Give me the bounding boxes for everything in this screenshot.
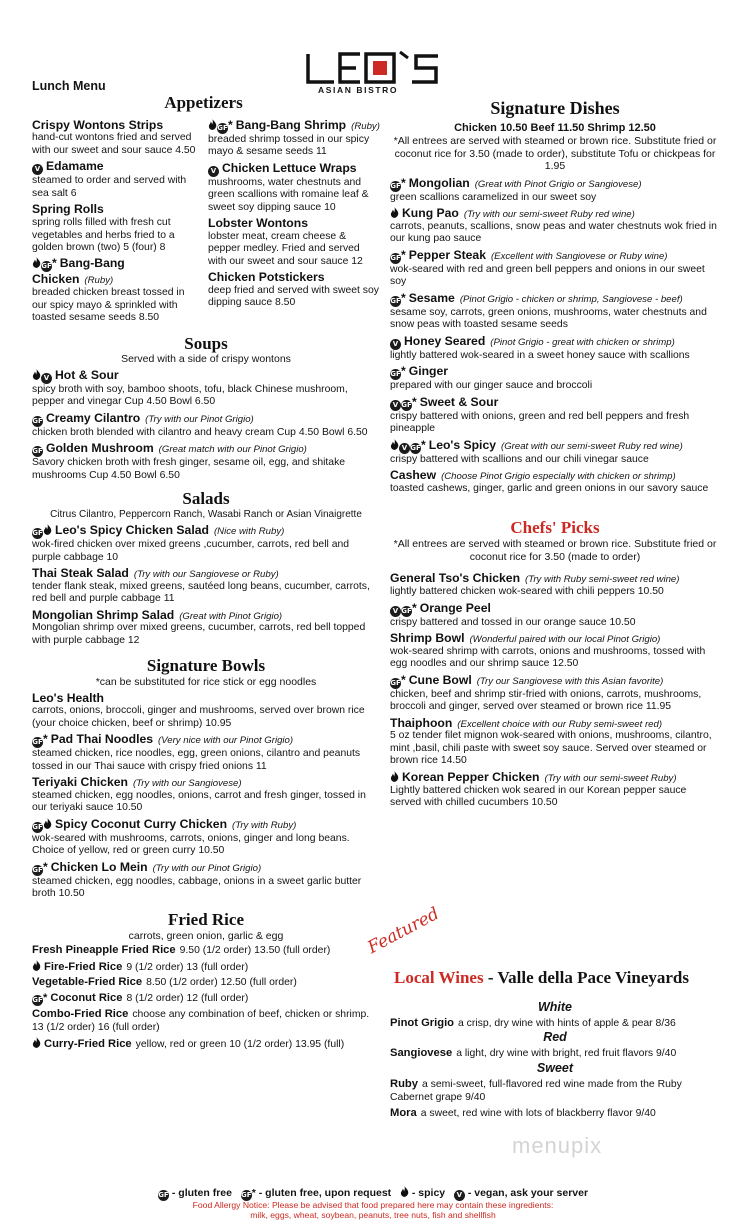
gluten-free-icon: GF — [390, 253, 401, 262]
featured-stamp: Featured — [364, 903, 443, 959]
item-description: spicy broth with soy, bamboo shoots, tofu, black Chinese mushroom, pepper and vinegar Cup 4.50 Bowl 6.50 — [32, 383, 348, 408]
appetizers-right — [208, 116, 380, 325]
menu-item — [32, 441, 380, 482]
item-name: Pad Thai Noodles — [50, 732, 154, 747]
item-description: wok-seared with mushrooms, carrots, onions, ginger and long beans. Choice of yellow, red or green curry 10.50 — [32, 832, 350, 857]
wine-pairing: (Pinot Grigio - chicken or shrimp, Sangiovese - beef) — [459, 293, 683, 305]
request-star: * — [421, 437, 426, 452]
item-name: Sangiovese — [390, 1047, 453, 1060]
menu-item — [208, 118, 380, 159]
request-star: * — [43, 991, 48, 1004]
bowls-note: *can be substituted for rice stick or egg noodles — [95, 676, 317, 689]
item-name: Kung Pao — [402, 206, 459, 221]
spicy-icon — [208, 119, 217, 130]
wines-title-red: Local Wines — [394, 968, 484, 987]
item-name: Chicken Lo Mein — [50, 859, 148, 874]
soups-title: Soups — [184, 333, 228, 353]
gluten-free-icon: GF — [410, 443, 421, 452]
wine-pairing: (Great with Pinot Grigio) — [179, 610, 283, 622]
menu-item — [208, 216, 380, 268]
item-description: deep fried and served with sweet soy dipping sauce 8.50 — [208, 284, 379, 309]
bowls-title: Signature Bowls — [146, 656, 266, 676]
appetizers-title: Appetizers — [164, 93, 243, 112]
wine-pairing: (Try with Ruby semi-sweet red wine) — [525, 574, 680, 586]
fried-rice-note: carrots, green onion, garlic & egg — [128, 929, 284, 942]
gluten-free-icon: GF — [158, 1191, 169, 1199]
menu-item — [32, 1037, 380, 1051]
item-description: carrots, onions, broccoli, ginger and mushrooms, served over brown rice (your choice chicken, beef or shrimp) 10.95 — [32, 705, 365, 729]
item-description: breaded chicken breast tossed in our spicy mayo & sprinkled with toasted sesame seeds 8.50 — [32, 287, 185, 324]
menu-item — [390, 1107, 720, 1120]
wine-white-heading: White — [537, 1000, 573, 1014]
item-name: Bang-Bang Chicken — [32, 256, 125, 287]
wine-pairing: (Ruby) — [351, 120, 380, 132]
spicy-icon — [400, 1186, 409, 1197]
gluten-free-request-icon: GF — [240, 1191, 252, 1199]
menu-item — [390, 770, 720, 810]
menu-item — [32, 960, 380, 974]
gluten-free-icon: GF — [32, 738, 43, 747]
request-star: * — [412, 394, 417, 409]
menu-item — [390, 395, 720, 436]
gluten-free-icon: GF — [32, 529, 43, 538]
item-name: Sweet & Sour — [419, 394, 499, 409]
item-description: sesame soy, carrots, green onions, mushrooms, water chestnuts and snow peas with toasted sesame seeds — [390, 306, 707, 331]
wines-title — [394, 968, 689, 988]
item-name: Honey Seared — [404, 333, 486, 348]
wine-sweet-heading: Sweet — [536, 1060, 574, 1075]
item-name: Vegetable-Fried Rice — [32, 976, 143, 989]
item-name: Korean Pepper Chicken — [402, 769, 540, 784]
wine-pairing: (Try with our Pinot Grigio) — [152, 862, 262, 874]
signature-title: Signature Dishes — [490, 98, 620, 118]
item-name: Coconut Rice — [50, 991, 123, 1004]
item-name: Sesame — [408, 290, 455, 305]
item-description: 8 (1/2 order) 12 (full order) — [126, 992, 249, 1004]
item-description: a sweet, red wine with lots of blackberry flavor 9/40 — [420, 1107, 656, 1119]
wine-pairing: (Ruby) — [84, 275, 114, 287]
menu-item — [32, 775, 380, 815]
item-description: chicken, beef and shrimp stir-fried with onions, carrots, mushrooms, broccoli and ginger, served over steamed or brown rice 11.95 — [390, 688, 702, 713]
soups-note: Served with a side of crispy wontons — [121, 353, 291, 366]
item-name: General Tso's Chicken — [390, 571, 521, 586]
item-name: Cune Bowl — [408, 672, 472, 687]
red-wines — [390, 1047, 720, 1060]
wines-section — [390, 1000, 720, 1120]
item-name: Lobster Wontons — [208, 216, 308, 231]
item-name: Pepper Steak — [408, 247, 486, 262]
item-description: wok-seared with red and green bell peppers and onions in our sweet soy — [390, 263, 705, 288]
item-name: Chicken Potstickers — [208, 270, 325, 285]
wine-pairing: (Great with Pinot Grigio or Sangiovese) — [474, 178, 642, 190]
wine-pairing: (Choose Pinot Grigio especially with chicken or shrimp) — [441, 471, 676, 483]
item-description: wok-seared shrimp with carrots, onions and mushrooms, tossed with egg noodles and our shrimp sauce 12.50 — [390, 645, 706, 670]
item-description: hand-cut wontons fried and served with our sweet and sour sauce 4.50 — [32, 132, 196, 156]
item-name: Thai Steak Salad — [32, 566, 129, 580]
item-name: Curry-Fried Rice — [44, 1037, 132, 1050]
item-description: 9.50 (1/2 order) 13.50 (full order) — [179, 945, 331, 957]
wine-pairing: (Try with our Pinot Grigio) — [145, 413, 254, 425]
spicy-icon — [390, 771, 399, 782]
item-description: lightly battered wok-seared in a sweet honey sauce with scallions — [390, 349, 690, 361]
item-name: Edamame — [46, 159, 104, 174]
legend — [0, 1186, 746, 1201]
menu-item — [32, 118, 200, 158]
restaurant-logo — [300, 48, 450, 98]
gluten-free-icon: GF — [390, 181, 401, 190]
item-name: Leo's Health — [32, 690, 104, 705]
item-description: carrots, peanuts, scallions, snow peas and water chestnuts wok fried in our kung pao sauce — [390, 220, 717, 245]
item-name: Crispy Wontons Strips — [32, 117, 164, 132]
wine-pairing: (Try with our Sangiovese or Ruby) — [133, 569, 279, 580]
vegan-icon: V — [390, 400, 401, 411]
spicy-icon — [43, 524, 52, 535]
item-name: Spicy Coconut Curry Chicken — [55, 816, 228, 831]
item-description: lightly battered chicken wok-seared with chili peppers 10.50 — [390, 586, 664, 598]
menu-item — [208, 270, 380, 310]
vegan-icon: V — [390, 606, 401, 617]
fried-rice-list — [32, 944, 380, 1051]
menu-item — [390, 1047, 720, 1060]
item-description: a semi-sweet, full-flavored red wine made from the Ruby Cabernet grape 9/40 — [390, 1078, 682, 1104]
wine-pairing: (Excellent with Sangiovese or Ruby wine) — [490, 250, 668, 262]
menu-item — [390, 291, 720, 332]
item-description: a light, dry wine with bright, red fruit flavors 9/40 — [456, 1048, 677, 1060]
request-star: * — [401, 247, 406, 262]
item-description: a crisp, dry wine with hints of apple & pear 8/36 — [458, 1018, 676, 1029]
gluten-free-icon: GF — [390, 370, 401, 379]
spicy-icon — [43, 818, 52, 829]
allergy-notice — [0, 1201, 746, 1221]
item-name: Pinot Grigio — [390, 1017, 455, 1029]
gluten-free-icon: GF — [390, 296, 401, 305]
chefs-list — [390, 571, 720, 809]
wine-pairing: (Try with our Sangiovese) — [132, 778, 242, 790]
item-name: Mongolian Shrimp Salad — [32, 607, 175, 622]
menu-item — [32, 944, 380, 957]
menu-item — [390, 468, 720, 495]
spicy-icon — [32, 257, 41, 268]
item-description: 9 (1/2 order) 13 (full order) — [126, 961, 249, 973]
item-description: mushrooms, water chestnuts and green scallions with romaine leaf & sweet soy dipping sauce 10 — [208, 176, 369, 213]
item-name: Ginger — [408, 364, 449, 379]
item-description: Savory chicken broth with fresh ginger, sesame oil, egg, and shitake mushrooms Cup 4.50 Bowl 6.50 — [32, 457, 346, 481]
wine-pairing: (Very nice with our Pinot Grigio) — [158, 735, 294, 747]
legend-vegan: - vegan, ask your server — [467, 1187, 589, 1199]
wine-pairing: (Great with our semi-sweet Ruby red wine) — [501, 440, 683, 452]
item-name: Fire-Fried Rice — [44, 960, 123, 973]
salads-note: Citrus Cilantro, Peppercorn Ranch, Wasabi Ranch or Asian Vinaigrette — [50, 509, 362, 521]
menu-item — [32, 732, 380, 773]
item-name: Teriyaki Chicken — [32, 775, 128, 790]
vegan-icon: V — [41, 373, 52, 384]
item-description: crispy battered with scallions and our chili vinegar sauce — [390, 453, 649, 465]
gluten-free-icon: GF — [32, 447, 43, 456]
request-star: * — [401, 290, 406, 305]
menu-item — [390, 334, 720, 362]
request-star: * — [401, 175, 406, 190]
wine-pairing: (Wonderful paired with our local Pinot Grigio) — [469, 634, 661, 646]
wine-red-heading: Red — [543, 1030, 567, 1045]
menu-item — [32, 566, 380, 606]
item-name: Mora — [390, 1106, 417, 1119]
request-star: * — [401, 364, 406, 379]
item-name: Creamy Cilantro — [46, 410, 141, 425]
watermark: menupix — [512, 1133, 603, 1158]
item-description: lobster meat, cream cheese & pepper medley. Fried and served with our sweet and sour sauce 12 — [208, 230, 363, 267]
item-description: breaded shrimp tossed in our spicy mayo & sesame seeds 11 — [208, 133, 370, 158]
spicy-icon — [390, 439, 399, 450]
signature-list — [390, 176, 720, 496]
menu-item — [32, 411, 380, 439]
chefs-note: *All entrees are served with steamed or brown rice. Substitute fried or coconut rice for 3.50 (made to order) — [393, 538, 717, 563]
item-description: crispy battered with onions, green and red bell peppers and fresh pineapple — [390, 410, 690, 435]
soups-list — [32, 368, 380, 482]
gluten-free-icon: GF — [32, 995, 43, 1004]
item-name: Shrimp Bowl — [390, 631, 465, 646]
item-description: yellow, red or green 10 (1/2 order) 13.95 (full) — [135, 1038, 345, 1050]
item-name: Golden Mushroom — [46, 441, 154, 456]
item-description: steamed to order and served with sea salt 6 — [32, 175, 187, 199]
request-star: * — [412, 600, 417, 615]
gluten-free-icon: GF — [217, 123, 228, 132]
menu-item — [390, 1017, 720, 1030]
signature-prices: Chicken 10.50 Beef 11.50 Shrimp 12.50 — [454, 121, 656, 134]
gluten-free-icon: GF — [401, 606, 412, 615]
item-description: wok-fired chicken over mixed greens ,cucumber, carrots, red bell and purple cabbage 10 — [32, 539, 350, 563]
vegan-icon: V — [208, 166, 219, 177]
item-description: chicken broth blended with cilantro and heavy cream Cup 4.50 Bowl 6.50 — [32, 426, 368, 438]
gluten-free-icon: GF — [41, 262, 52, 271]
menu-item — [32, 202, 200, 254]
menu-item — [32, 817, 380, 858]
vegan-icon: V — [32, 164, 43, 175]
menu-item — [390, 601, 720, 629]
item-name: Leo's Spicy Chicken Salad — [55, 523, 209, 538]
menu-item — [390, 206, 720, 246]
item-name: Chicken Lettuce Wraps — [222, 160, 357, 175]
request-star: * — [43, 859, 48, 874]
vegan-icon: V — [399, 443, 410, 454]
bowls-list — [32, 691, 380, 901]
menu-item — [390, 438, 720, 466]
menu-item — [390, 673, 720, 714]
menu-item — [32, 523, 380, 564]
lunch-menu-label: Lunch Menu — [32, 79, 106, 93]
item-description: steamed chicken, egg noodles, onions, carrot and fresh ginger, tossed in our teriyaki sauce 10.50 — [32, 789, 366, 814]
menu-item — [390, 364, 720, 392]
menu-item — [32, 691, 380, 731]
logo-subtitle: ASIAN BISTRO — [318, 85, 399, 95]
menu-item — [390, 248, 720, 289]
menu-item — [32, 1008, 380, 1035]
menu-item — [390, 716, 720, 768]
item-description: choose any combination of beef, chicken or shrimp. 13 (1/2 order) 16 (full order) — [32, 1008, 370, 1034]
spicy-icon — [390, 207, 399, 218]
menu-item — [32, 860, 380, 901]
request-star: * — [401, 672, 406, 687]
item-description: Mongolian shrimp over mixed greens, cucumber, carrots, red bell topped with purple cabbage 12 — [32, 622, 366, 646]
wine-pairing: (Pinot Grigio - great with chicken or shrimp) — [490, 336, 675, 348]
fried-rice-title: Fried Rice — [168, 909, 244, 929]
gluten-free-icon: GF — [401, 400, 412, 409]
item-description: steamed chicken, rice noodles, egg, green onions, cilantro and peanuts tossed in our Thai sauce with crispy fried onions 11 — [32, 748, 361, 772]
item-name: Mongolian — [408, 175, 470, 190]
menu-item — [208, 161, 380, 214]
allergy-line-2: milk, eggs, wheat, soybean, peanuts, tree nuts, fish and shellfish — [250, 1209, 496, 1220]
request-star: * — [52, 256, 57, 271]
gluten-free-icon: GF — [32, 822, 43, 831]
item-description: spring rolls filled with fresh cut vegetables and herbs fried to a golden brown (two) 5 (four) 8 — [32, 217, 175, 253]
item-name: Fresh Pineapple Fried Rice — [32, 944, 176, 957]
gluten-free-icon: GF — [390, 678, 401, 687]
menu-item — [32, 256, 200, 324]
item-name: Spring Rolls — [32, 202, 104, 217]
vegan-icon: V — [390, 339, 401, 350]
item-name: Bang-Bang Shrimp — [235, 117, 347, 132]
left-column — [32, 94, 380, 1051]
signature-note: *All entrees are served with steamed or brown rice. Substitute fried or coconut rice for 3.50 (made to order), substitute Tofu or chickpeas for 1.95 — [393, 134, 717, 173]
wine-pairing: (Excellent choice with our Ruby semi-sweet red) — [457, 718, 663, 730]
item-description: 8.50 (1/2 order) 12.50 (full order) — [146, 977, 297, 989]
item-description: green scallions caramelized in our sweet soy — [390, 191, 597, 203]
vegan-icon: V — [454, 1190, 465, 1201]
menu-item — [390, 631, 720, 671]
menu-item — [390, 176, 720, 204]
legend-gf-star: * - gluten free, upon request — [251, 1187, 392, 1199]
right-column — [390, 99, 720, 809]
menu-item — [390, 1078, 720, 1105]
gluten-free-icon: GF — [32, 865, 43, 874]
sweet-wines — [390, 1078, 720, 1120]
item-description: Lightly battered chicken wok seared in our Korean pepper sauce served with chilled cucumbers 10.50 — [390, 784, 687, 808]
item-name: Cashew — [390, 468, 437, 483]
white-wines — [390, 1017, 720, 1030]
item-name: Thaiphoon — [390, 715, 453, 730]
wine-pairing: (Try with our semi-sweet Ruby) — [544, 772, 677, 784]
request-star: * — [228, 117, 233, 132]
item-description: tender flank steak, mixed greens, sautéed long beans, cucumber, carrots, red bell and purple cabbage 11 — [32, 580, 370, 605]
menu-item — [32, 992, 380, 1006]
menu-item — [32, 608, 380, 648]
menu-item — [32, 368, 380, 409]
appetizers-left — [32, 116, 200, 325]
menu-item — [390, 571, 720, 598]
wine-pairing: (Try our Sangiovese with this Asian favorite) — [476, 675, 664, 687]
wine-pairing: (Nice with Ruby) — [213, 526, 285, 538]
salads-list — [32, 523, 380, 647]
wine-pairing: (Try with our semi-sweet Ruby red wine) — [463, 209, 635, 221]
item-description: steamed chicken, egg noodles, cabbage, onions in a sweet garlic butter broth 10.50 — [32, 875, 362, 900]
salads-title: Salads — [182, 489, 230, 509]
item-name: Leo's Spicy — [428, 437, 496, 452]
menu-item — [32, 159, 200, 200]
wines-title-rest: - Valle della Pace Vineyards — [483, 968, 690, 987]
legend-spicy: - spicy — [411, 1187, 446, 1199]
item-name: Combo-Fried Rice — [32, 1007, 129, 1020]
item-name: Ruby — [390, 1077, 418, 1090]
gluten-free-icon: GF — [32, 416, 43, 425]
spicy-icon — [32, 369, 41, 380]
allergy-line-1: Food Allergy Notice: Please be advised that food prepared here may contain these ingredients: — [192, 1200, 554, 1210]
legend-gf: - gluten free — [171, 1187, 232, 1199]
spicy-icon — [32, 1037, 41, 1048]
request-star: * — [43, 732, 48, 747]
item-description: 5 oz tender filet mignon wok-seared with onions, mushrooms, cilantro, mint ,basil, chili paste with sweet soy sauce. Served over steamed or brown rice 14.50 — [390, 730, 712, 767]
wine-pairing: (Great match with our Pinot Grigio) — [158, 444, 307, 456]
chefs-title: Chefs' Picks — [510, 518, 600, 538]
menu-item — [32, 976, 380, 989]
item-name: Orange Peel — [419, 600, 491, 615]
spicy-icon — [32, 960, 41, 971]
item-description: toasted cashews, ginger, garlic and green onions in our savory sauce — [390, 482, 709, 494]
item-description: prepared with our ginger sauce and broccoli — [390, 380, 593, 392]
item-description: crispy battered and tossed in our orange sauce 10.50 — [390, 616, 636, 628]
wine-pairing: (Try with Ruby) — [232, 819, 297, 831]
item-name: Hot & Sour — [55, 367, 119, 382]
